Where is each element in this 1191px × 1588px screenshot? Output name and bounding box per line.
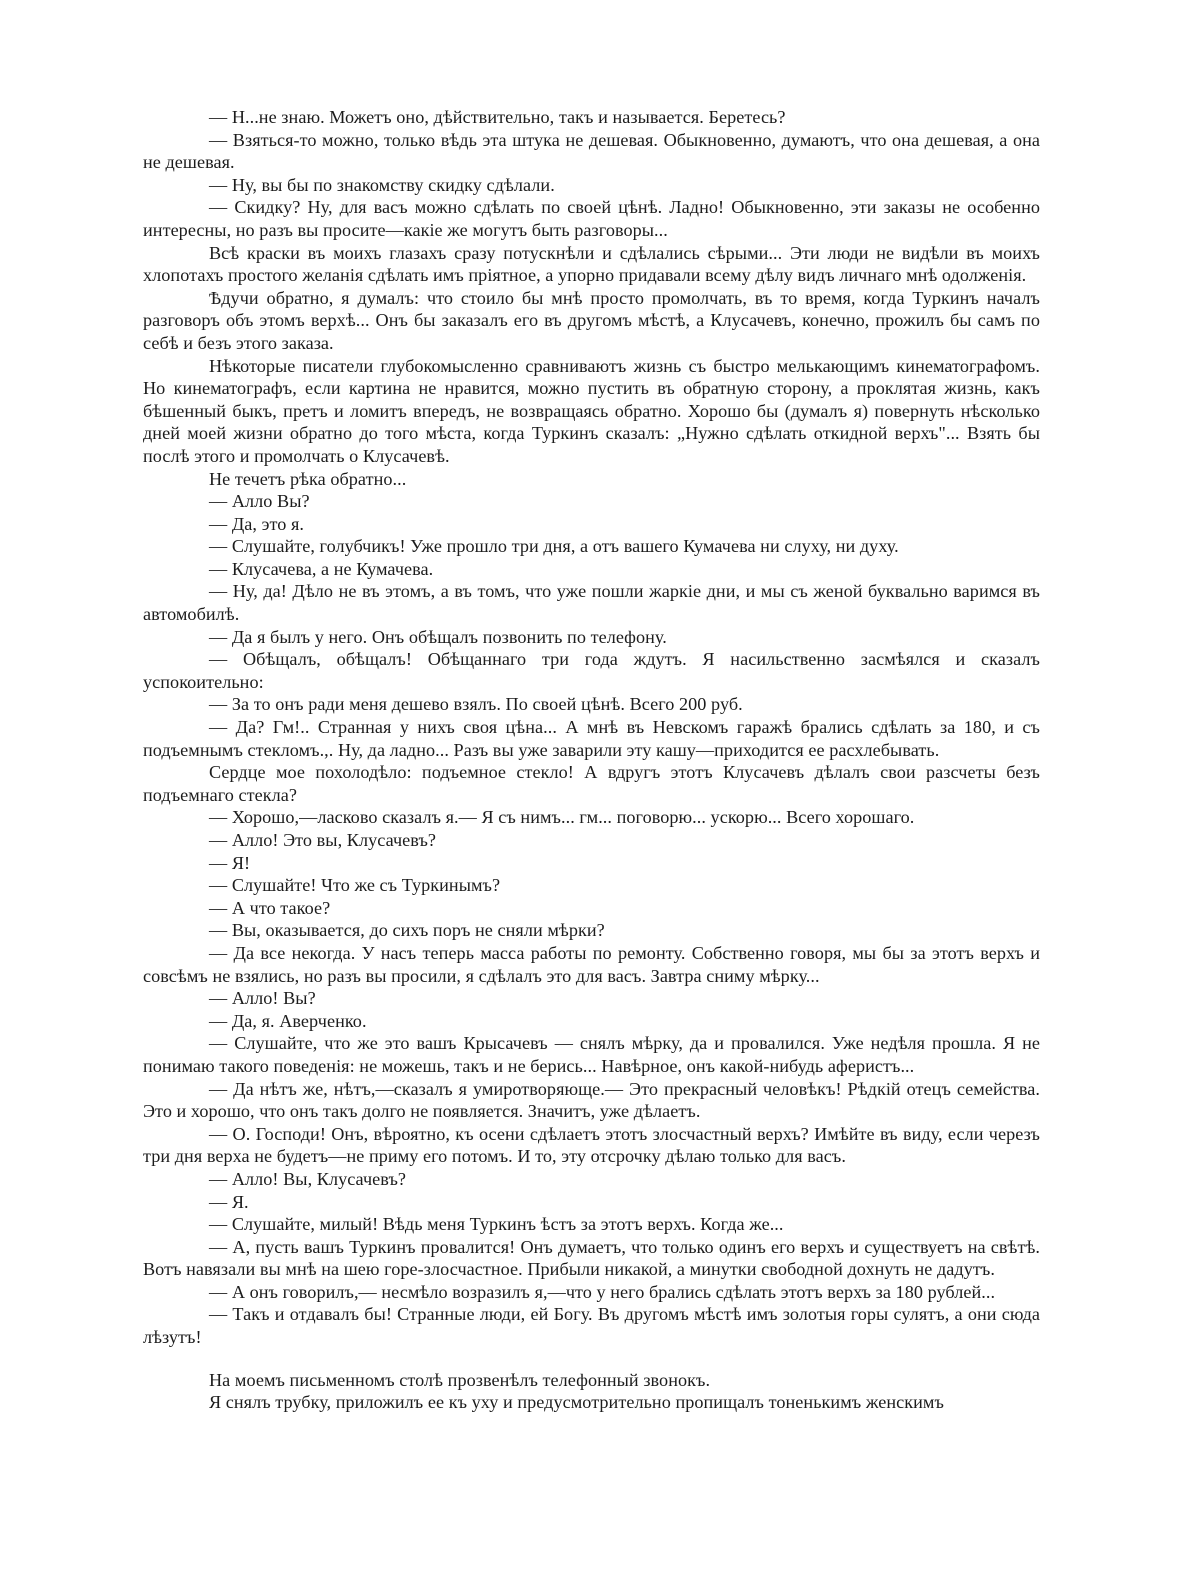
paragraph: — Обѣщалъ, обѣщалъ! Обѣщаннаго три года ждутъ. Я насильственно засмѣялся и сказалъ успокоительно: — [143, 649, 1040, 692]
paragraph: — Да все некогда. У насъ теперь масса работы по ремонту. Собственно говоря, мы бы за этотъ верхъ и совсѣмъ не взялись, но разъ вы просили, я сдѣлалъ это для васъ. Завтра сниму мѣрку... — [143, 942, 1040, 986]
paragraph: — Взяться-то можно, только вѣдь эта штука не дешевая. Обыкновенно, думаютъ, что она дешевая, а она не дешевая. — [143, 129, 1040, 173]
paragraph: — Алло! Вы, Клусачевъ? — [209, 1168, 407, 1189]
paragraph: Сердце мое похолодѣло: подъемное стекло! А вдругъ этотъ Клусачевъ дѣлалъ свои разсчеты безъ подъемнаго стекла? — [143, 762, 1040, 805]
paragraph: — А онъ говорилъ,— несмѣло возразилъ я,—что у него брались сдѣлать этотъ верхъ за 180 рублей... — [209, 1281, 996, 1302]
document-page — [143, 106, 1040, 1414]
paragraph: — Я! — [209, 852, 251, 873]
paragraph: — Алло! Вы? — [209, 988, 316, 1009]
paragraph: На моемъ письменномъ столѣ прозвенѣлъ телефонный звонокъ. — [209, 1369, 711, 1390]
paragraph: — Да, я. Аверченко. — [209, 1010, 367, 1031]
paragraph: — За то онъ ради меня дешево взялъ. По своей цѣнѣ. Всего 200 руб. — [209, 694, 743, 715]
paragraph: Ѣдучи обратно, я думалъ: что стоило бы мнѣ просто промолчать, въ то время, когда Туркинъ началъ разговоръ объ этомъ верхѣ... Онъ бы заказалъ его въ другомъ мѣстѣ, а Клусачевъ, конечно, прожилъ бы самъ по себѣ и безъ этого заказа. — [143, 287, 1040, 353]
paragraph: — Ну, да! Дѣло не въ этомъ, а въ томъ, что уже пошли жаркіе дни, и мы съ женой буквально варимся въ автомобилѣ. — [143, 581, 1040, 625]
paragraph: — Скидку? Ну, для васъ можно сдѣлать по своей цѣнѣ. Ладно! Обыкновенно, эти заказы не особенно интересны, но разъ вы просите—какіе же могутъ быть разговоры... — [143, 197, 1040, 240]
paragraph: — Слушайте! Что же съ Туркинымъ? — [209, 875, 501, 896]
paragraph: — Да я былъ у него. Онъ обѣщалъ позвонить по телефону. — [209, 626, 667, 647]
paragraph: — Ну, вы бы по знакомству скидку сдѣлали. — [209, 174, 555, 195]
paragraph: — Да? Гм!.. Странная у нихъ своя цѣна... А мнѣ въ Невскомъ гаражѣ брались сдѣлать за 180, и съ подъемнымъ стекломъ.,. Ну, да ладно... Разъ вы уже заварили эту кашу—приходится ее расхлебывать. — [143, 717, 1040, 760]
paragraph: — Клусачева, а не Кумачева. — [209, 558, 434, 579]
paragraph: — Хорошо,—ласково сказалъ я.— Я съ нимъ... гм... поговорю... ускорю... Всего хорошаго. — [209, 807, 915, 828]
paragraph: — А, пусть вашъ Туркинъ провалится! Онъ думаетъ, что только одинъ его верхъ и существуетъ на свѣтѣ. Вотъ навязали вы мнѣ на шею горе-злосчастное. Прибыли никакой, а минутки свободной дохнуть не дадутъ. — [143, 1236, 1040, 1280]
paragraph: Нѣкоторые писатели глубокомысленно сравниваютъ жизнь съ быстро мелькающимъ кинематографомъ. Но кинематографъ, если картина не нравится, можно пустить въ обратную сторону, а проклятая жизнь, какъ бѣшенный быкъ, претъ и ломитъ впередъ, не возвращаясь обратно. Хорошо бы (думалъ я) повернуть нѣсколько дней моей жизни обратно до того мѣста, когда Туркинъ сказалъ: „Нужно сдѣлать откидной верхъ"... Взять бы послѣ этого и промолчать о Клусачевѣ. — [143, 355, 1040, 466]
paragraph: — Такъ и отдавалъ бы! Странные люди, ей Богу. Въ другомъ мѣстѣ имъ золотыя горы сулятъ, а они сюда лѣзутъ! — [143, 1304, 1040, 1348]
paragraph: — Алло Вы? — [209, 491, 310, 512]
paragraph: Я снялъ трубку, приложилъ ее къ уху и предусмотрительно пропищалъ тоненькимъ женскимъ — [209, 1392, 944, 1413]
paragraph: — Да нѣтъ же, нѣтъ,—сказалъ я умиротворяюще.— Это прекрасный человѣкъ! Рѣдкій отецъ семейства. Это и хорошо, что онъ такъ долго не появляется. Значитъ, уже дѣлаетъ. — [143, 1078, 1040, 1122]
paragraph: — Слушайте, что же это вашъ Крысачевъ — снялъ мѣрку, да и провалился. Уже недѣля прошла. Я не понимаю такого поведенія: не можешь, такъ и не берись... Навѣрное, онъ какой-нибудь аферистъ... — [143, 1033, 1040, 1076]
paragraph: Не течетъ рѣка обратно... — [209, 468, 407, 489]
paragraph: — Я. — [209, 1191, 249, 1212]
paragraph: — Слушайте, голубчикъ! Уже прошло три дня, а отъ вашего Кумачева ни слуху, ни духу. — [209, 536, 899, 557]
paragraph: — А что такое? — [209, 897, 331, 918]
paragraph: — О. Господи! Онъ, вѣроятно, къ осени сдѣлаетъ этотъ злосчастный верхъ? Имѣйте въ виду, если черезъ три дня верха не будетъ—не приму его потомъ. И то, эту отсрочку дѣлаю только для васъ. — [143, 1123, 1040, 1167]
paragraph: Всѣ краски въ моихъ глазахъ сразу потускнѣли и сдѣлались сѣрыми... Эти люди не видѣли въ моихъ хлопотахъ простого желанія сдѣлать имъ пріятное, а упорно придавали всему дѣлу видъ личнаго мнѣ одолженія. — [143, 242, 1040, 286]
paragraph: — Алло! Это вы, Клусачевъ? — [209, 830, 437, 850]
paragraph: — Слушайте, милый! Вѣдь меня Туркинъ ѣстъ за этотъ верхъ. Когда же... — [209, 1214, 784, 1235]
paragraph: — Вы, оказывается, до сихъ поръ не сняли мѣрки? — [209, 920, 605, 941]
paragraph: — Да, это я. — [209, 513, 304, 534]
paragraph: — Н...не знаю. Можетъ оно, дѣйствительно, такъ и называется. Беретесь? — [209, 107, 786, 127]
